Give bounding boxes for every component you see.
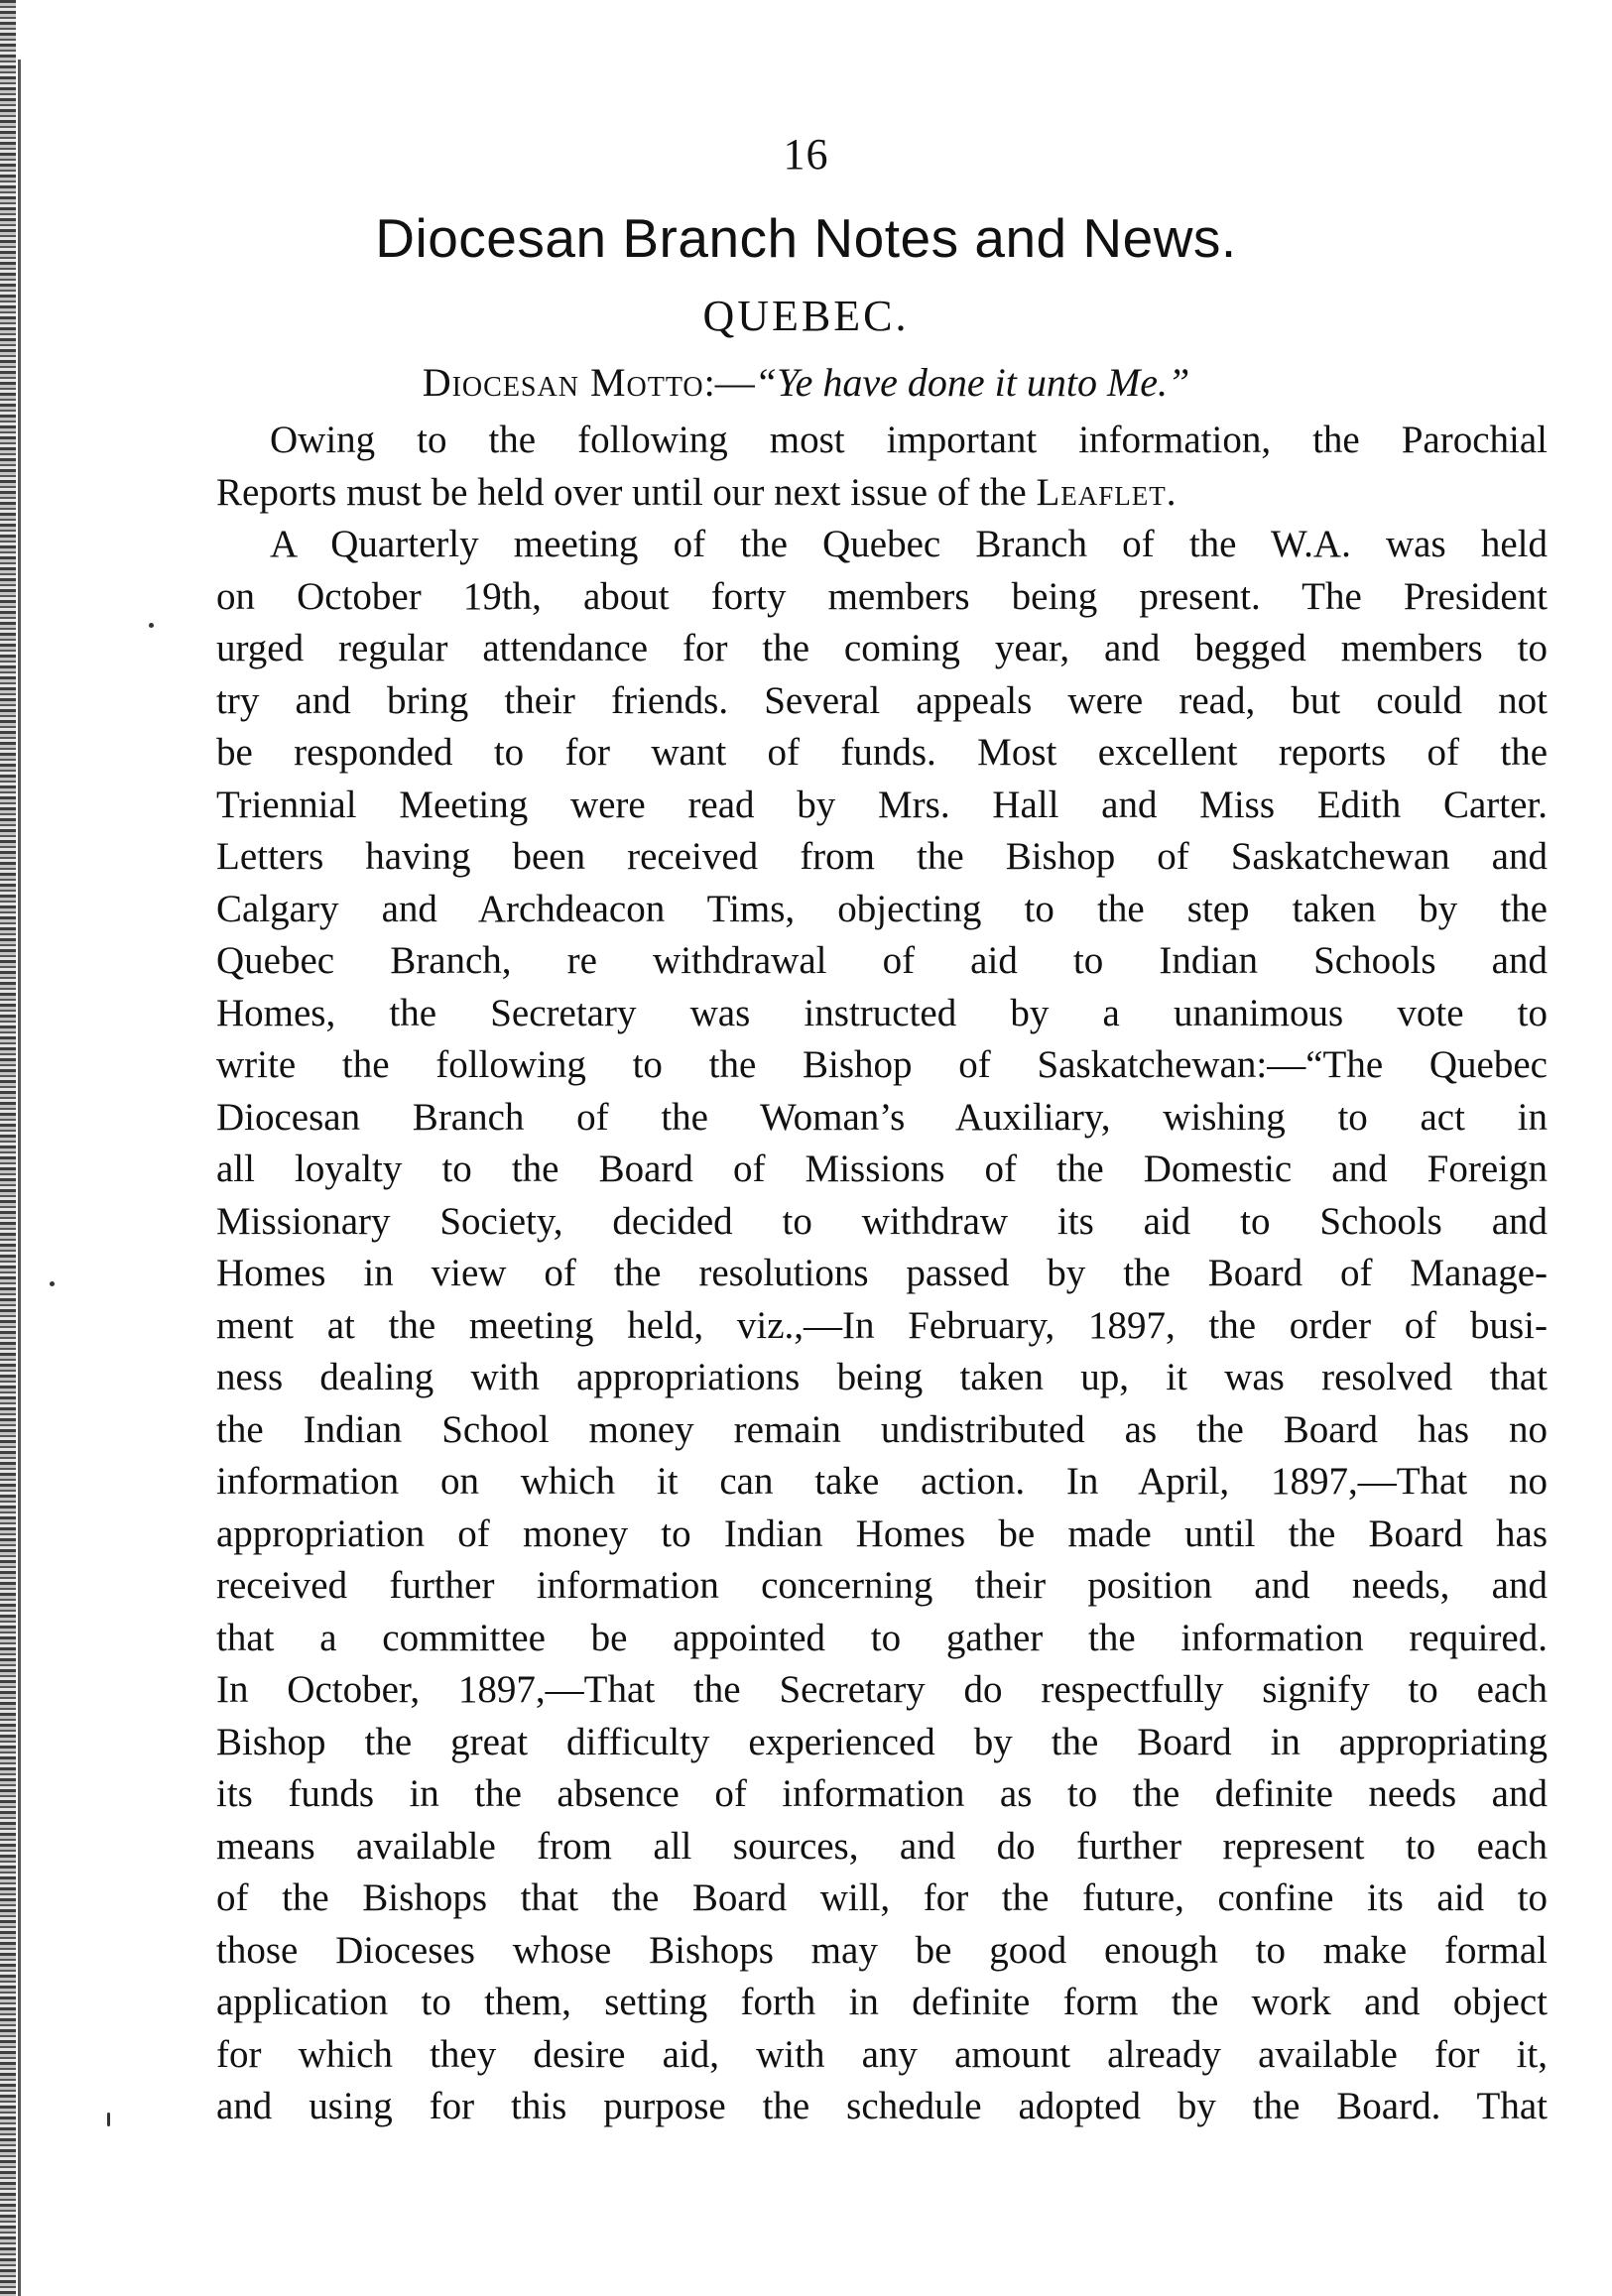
body-line: of the Bishops that the Board will, for the future, confine its aid to — [216, 1876, 1548, 1919]
body-line: urged regular attendance for the coming year, and begged members to — [216, 627, 1548, 669]
body-line: Bishop the great difficulty experienced by the Board in appropriating — [216, 1720, 1548, 1763]
body-line: ment at the meeting held, viz.,—In February, 1897, the order of busi- — [216, 1303, 1548, 1347]
body-line: the Indian School money remain undistributed as the Board has no — [216, 1407, 1548, 1451]
body-line: try and bring their friends. Several appeals were read, but could not — [216, 678, 1548, 722]
body-line: appropriation of money to Indian Homes be made until the Board has — [216, 1511, 1548, 1555]
body-line: Missionary Society, decided to withdraw its aid to Schools and — [216, 1199, 1548, 1243]
margin-speck — [149, 623, 154, 628]
body-line: Diocesan Branch of the Woman’s Auxiliary, wishing to act in — [216, 1095, 1548, 1139]
body-line: Triennial Meeting were read by Mrs. Hall and Miss Edith Carter. — [216, 783, 1548, 826]
body-line: Quebec Branch, re withdrawal of aid to Indian Schools and — [216, 939, 1548, 982]
margin-speck — [107, 2113, 110, 2126]
leaflet-reference: Leaflet. — [1036, 470, 1178, 514]
motto-separator: :— — [703, 360, 755, 405]
page-number: 16 — [783, 130, 829, 179]
body-line: those Dioceses whose Bishops may be good enough to make formal — [216, 1928, 1548, 1972]
diocesan-motto — [0, 359, 1612, 406]
body-line: be responded to for want of funds. Most excellent reports of the — [216, 731, 1548, 774]
motto-quote: “Ye have done it unto Me.” — [754, 360, 1190, 405]
body-line: all loyalty to the Board of Missions of the Domestic and Foreign — [216, 1148, 1548, 1190]
body-line: Owing to the following most important information, the Parochial — [270, 419, 1548, 461]
body-line: information on which it can take action. In April, 1897,—That no — [216, 1460, 1548, 1503]
body-line: that a committee be appointed to gather the information required. — [216, 1616, 1548, 1659]
body-line: Calgary and Archdeacon Tims, objecting to the step taken by the — [216, 887, 1548, 930]
body-line: In October, 1897,—That the Secretary do respectfully signify to each — [216, 1668, 1548, 1711]
body-line: means available from all sources, and do further represent to each — [216, 1824, 1548, 1868]
body-line: on October 19th, about forty members being present. The President — [216, 574, 1548, 618]
body-line: Homes, the Secretary was instructed by a unanimous vote to — [216, 991, 1548, 1034]
body-line: its funds in the absence of information as to the definite needs and — [216, 1772, 1548, 1815]
body-line: and using for this purpose the schedule adopted by the Board. That — [216, 2085, 1548, 2127]
page-title: Diocesan Branch Notes and News. — [375, 207, 1237, 269]
body-line: for which they desire aid, with any amount already available for it, — [216, 2032, 1548, 2076]
motto-label: Diocesan Motto — [422, 360, 704, 405]
body-line: application to them, setting forth in definite form the work and object — [216, 1981, 1548, 2023]
diocese-heading: QUEBEC. — [702, 292, 910, 340]
article-body — [216, 415, 1548, 2133]
body-line: received further information concerning their position and needs, and — [216, 1564, 1548, 1607]
binding-edge — [0, 0, 16, 2296]
body-line — [216, 467, 1548, 520]
body-line: Letters having been received from the Bishop of Saskatchewan and — [216, 835, 1548, 878]
margin-speck — [50, 1281, 55, 1286]
body-line: Homes in view of the resolutions passed by the Board of Manage- — [216, 1252, 1548, 1294]
body-line-text: Reports must be held over until our next issue of the — [216, 470, 1037, 514]
body-line: A Quarterly meeting of the Quebec Branch of the W.A. was held — [270, 523, 1548, 565]
body-line: ness dealing with appropriations being taken up, it was resolved that — [216, 1356, 1548, 1398]
body-line: write the following to the Bishop of Saskatchewan:—“The Quebec — [216, 1043, 1548, 1086]
